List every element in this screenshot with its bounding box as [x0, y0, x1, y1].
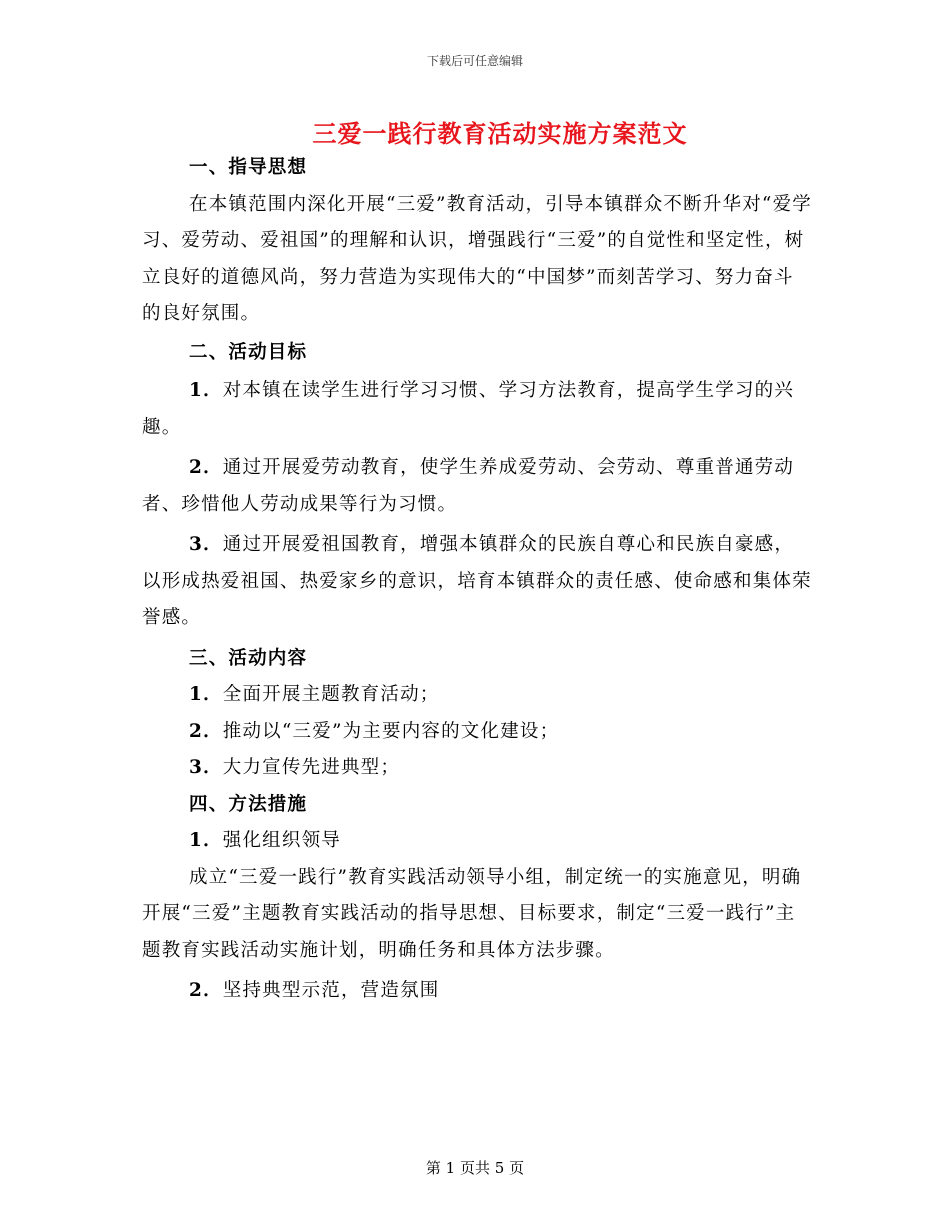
section-heading-2: 二、活动目标: [189, 341, 308, 363]
list-item-text: 大力宣传先进典型；: [222, 757, 401, 778]
list-item: [142, 714, 812, 751]
list-item-text: 通过开展爱祖国教育，增强本镇群众的民族自尊心和民族自豪感，以形成热爱祖国、热爱家乡的意识，培育本镇群众的责任感、使命感和集体荣誉感。: [142, 534, 812, 628]
section-4-paragraph: 成立“三爱一践行”教育实践活动领导小组，制定统一的实施意见，明确开展“三爱”主题教育实践活动的指导思想、目标要求，制定“三爱一践行”主题教育实践活动实施计划，明确任务和具体方法步骤。: [142, 866, 802, 961]
list-item: [142, 677, 812, 714]
subheading: [142, 973, 812, 1010]
header-note: 下载后可任意编辑: [426, 54, 523, 68]
list-item: [142, 450, 812, 523]
list-item-number: 3．: [189, 534, 223, 555]
subheading-text: 坚持典型示范，营造氛围: [222, 980, 440, 1001]
section-heading-3: 三、活动内容: [189, 647, 308, 669]
subheading: [142, 823, 812, 860]
page-footer: 第 1 页共 5 页: [425, 1159, 525, 1177]
subheading-number: 2．: [189, 980, 223, 1001]
list-item: [142, 527, 812, 637]
list-item-text: 全面开展主题教育活动；: [222, 684, 440, 705]
section-heading-1: 一、指导思想: [189, 157, 308, 178]
list-item-text: 通过开展爱劳动教育，使学生养成爱劳动、会劳动、尊重普通劳动者、珍惜他人劳动成果等行为习惯。: [142, 457, 795, 515]
list-item-text: 推动以“三爱”为主要内容的文化建设；: [222, 720, 560, 742]
list-item-text: 对本镇在读学生进行学习习惯、学习方法教育，提高学生学习的兴趣。: [142, 380, 795, 438]
subheading-text: 强化组织领导: [222, 830, 341, 851]
list-item: [142, 750, 812, 787]
section-1-paragraph: 在本镇范围内深化开展“三爱”教育活动，引导本镇群众不断升华对“爱学习、爱劳动、爱祖国”的理解和认识，增强践行“三爱”的自觉性和坚定性，树立良好的道德风尚，努力营造为实现伟大的“中国梦”而刻苦学习、努力奋斗的良好氛围。: [142, 193, 812, 324]
list-item-number: 2．: [189, 457, 223, 478]
section-heading-4: 四、方法措施: [189, 793, 308, 815]
list-item-number: 3．: [189, 757, 223, 778]
document-title: 三爱一践行教育活动实施方案范文: [312, 119, 688, 148]
document-body: [142, 150, 812, 1010]
list-item-number: 1．: [189, 684, 223, 705]
list-item: [142, 373, 812, 446]
list-item-number: 2．: [189, 720, 223, 742]
subheading-number: 1．: [189, 830, 223, 851]
list-item-number: 1．: [189, 380, 223, 401]
